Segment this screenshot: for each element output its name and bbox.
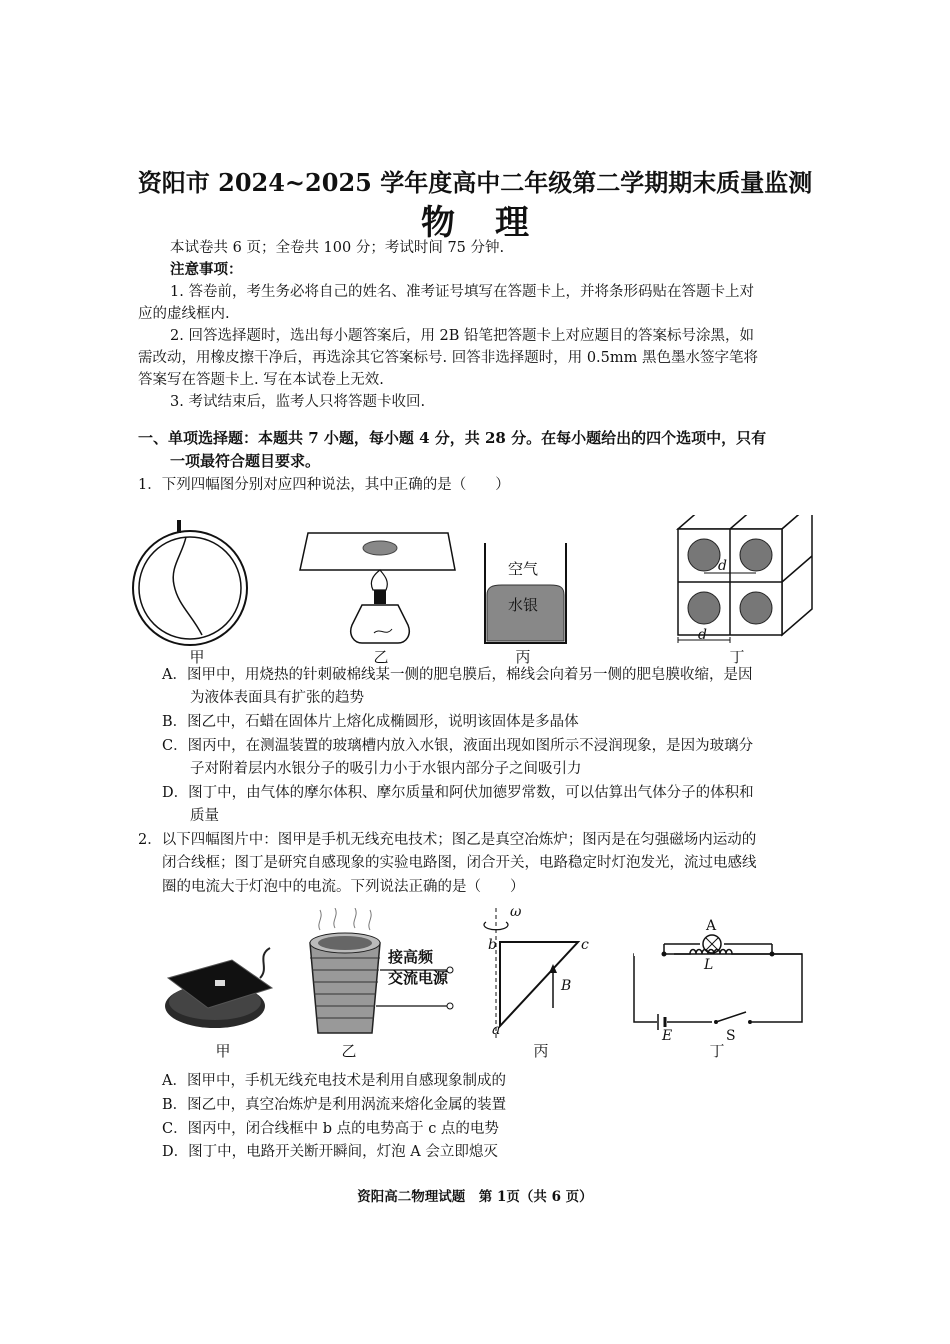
q2-fig-bing-frame xyxy=(484,908,578,1038)
q2-stem-cont: 闭合线框；图丁是研究自感现象的实验电路图，闭合开关，电路稳定时灯泡发光，流过电感线 xyxy=(162,855,757,871)
q2-label-a: a xyxy=(492,1022,501,1038)
q1-option-c: C．图丙中，在测温装置的玻璃槽内放入水银，液面出现如图所示不浸润现象，是因为玻璃分 xyxy=(162,738,754,754)
q1-fig-jia-ring xyxy=(133,520,247,645)
q1-option-d: D．图丁中，由气体的摩尔体积、摩尔质量和阿伏加德罗常数，可以估算出气体分子的体积和 xyxy=(162,785,754,801)
q2-label-L: L xyxy=(704,957,714,973)
notice-item-2: 2. 回答选择题时，选出每小题答案后，用 2B 铅笔把答题卡上对应题目的答案标号涂黑，如 xyxy=(170,328,755,344)
q1-stem: 1．下列四幅图分别对应四种说法，其中正确的是（ ） xyxy=(138,477,510,493)
notice-title: 注意事项： xyxy=(170,261,243,278)
notice-item-2-cont2: 答案写在答题卡上. 写在本试卷上无效. xyxy=(138,372,384,388)
q1-label-mercury: 水银 xyxy=(508,597,539,614)
q2-caption-ding: 丁 xyxy=(709,1042,725,1060)
notice-item-2-cont: 需改动，用橡皮擦干净后，再选涂其它答案标号. 回答非选择题时，用 0.5mm 黑色墨水签字笔将 xyxy=(138,350,758,366)
q2-fig-jia-charger xyxy=(165,948,272,1028)
q1-option-a-cont: 为液体表面具有扩张的趋势 xyxy=(190,690,364,706)
q1-label-d-top: d xyxy=(718,558,727,574)
q2-stem-cont2: 圈的电流大于灯泡中的电流。下列说法正确的是（ ） xyxy=(162,879,525,895)
q2-label-source1: 接高频 xyxy=(388,949,434,966)
q1-label-air: 空气 xyxy=(508,561,539,578)
q1-fig-yi-lamp xyxy=(300,533,455,643)
q2-label-B: B xyxy=(561,978,572,994)
q2-option-c: C．图丙中，闭合线框中 b 点的电势高于 c 点的电势 xyxy=(162,1121,499,1137)
section-heading: 一、单项选择题：本题共 7 小题，每小题 4 分，共 28 分。在每小题给出的四个选项中，只有 xyxy=(138,429,767,447)
q2-option-a: A．图甲中，手机无线充电技术是利用自感现象制成的 xyxy=(162,1073,506,1089)
q2-caption-jia: 甲 xyxy=(215,1042,231,1060)
q2-caption-bing: 丙 xyxy=(533,1042,549,1060)
q2-label-S: S xyxy=(726,1028,736,1044)
notice-item-3: 3. 考试结束后，监考人只将答题卡收回. xyxy=(170,394,426,410)
q1-fig-ding-lattice xyxy=(678,515,812,643)
q2-label-omega: ω xyxy=(510,904,522,920)
notice-item-1-cont: 应的虚线框内. xyxy=(138,306,230,322)
q1-option-b: B．图乙中，石蜡在固体片上熔化成椭圆形，说明该固体是多晶体 xyxy=(162,714,579,730)
q2-label-c: c xyxy=(581,937,589,953)
q2-caption-yi: 乙 xyxy=(341,1042,357,1060)
exam-title: 资阳市 2024~2025 学年度高中二年级第二学期期末质量监测 xyxy=(137,168,813,197)
q1-caption-ding: 丁 xyxy=(729,648,745,666)
q1-option-d-cont: 质量 xyxy=(190,808,219,824)
q2-option-d: D．图丁中，电路开关断开瞬间，灯泡 A 会立即熄灭 xyxy=(162,1144,498,1160)
q2-option-b: B．图乙中，真空冶炼炉是利用涡流来熔化金属的装置 xyxy=(162,1097,507,1113)
q1-option-a: A．图甲中，用烧热的针刺破棉线某一侧的肥皂膜后，棉线会向着另一侧的肥皂膜收缩，是因 xyxy=(162,667,753,683)
page-footer: 资阳高二物理试题 第 1页（共 6 页） xyxy=(357,1189,593,1205)
q1-label-d-bottom: d xyxy=(698,627,707,643)
q2-fig-ding-circuit xyxy=(634,935,802,1030)
section-heading-cont: 一项最符合题目要求。 xyxy=(170,452,321,470)
q1-caption-yi: 乙 xyxy=(373,648,389,666)
notice-item-1: 1. 答卷前，考生务必将自己的姓名、准考证号填写在答题卡上，并将条形码贴在答题卡上对 xyxy=(170,284,754,300)
q1-caption-bing: 丙 xyxy=(515,648,531,666)
q1-option-c-cont: 子对附着层内水银分子的吸引力小于水银内部分子之间吸引力 xyxy=(190,761,582,777)
subject-title: 物理 xyxy=(421,203,569,243)
q1-caption-jia: 甲 xyxy=(189,648,205,666)
q2-label-b: b xyxy=(488,937,497,953)
q2-stem: 2．以下四幅图片中：图甲是手机无线充电技术；图乙是真空冶炼炉；图丙是在匀强磁场内运动的 xyxy=(138,832,757,848)
q1-figures xyxy=(130,515,820,665)
q2-label-source2: 交流电源 xyxy=(388,970,449,987)
q2-label-lamp-A: A xyxy=(706,918,717,934)
q2-label-E: E xyxy=(662,1028,673,1044)
exam-summary: 本试卷共 6 页；全卷共 100 分；考试时间 75 分钟. xyxy=(170,240,505,256)
